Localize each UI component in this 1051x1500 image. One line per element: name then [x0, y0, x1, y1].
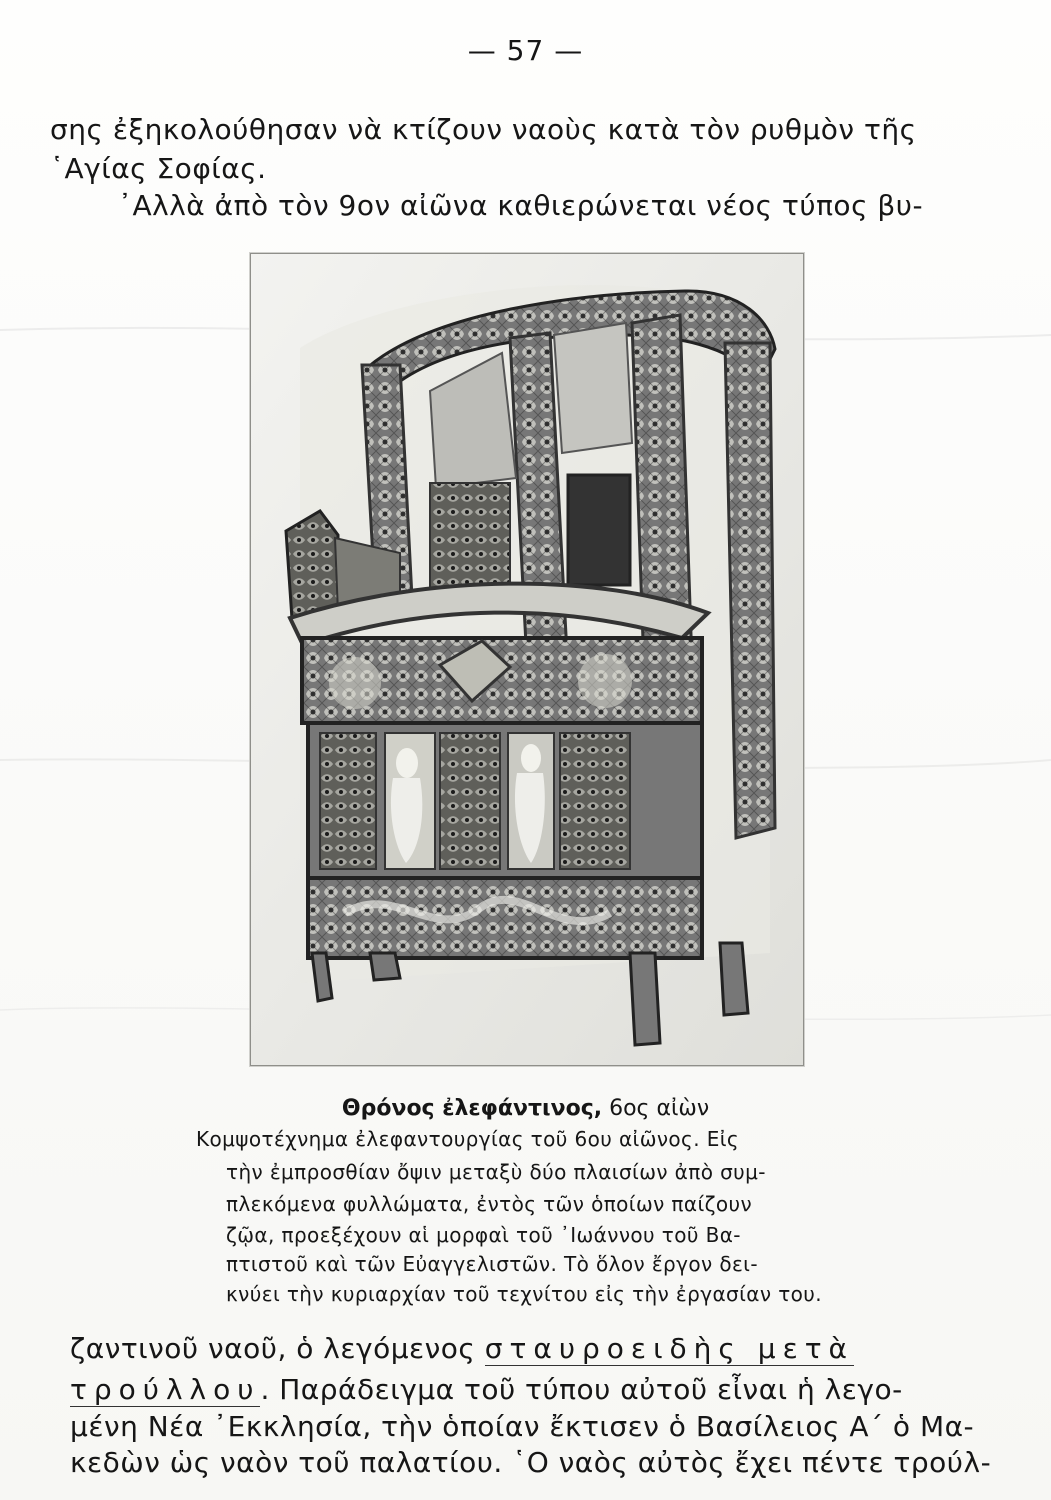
body-text-emphasis-stavroeidis: σταυροειδὴς μετὰ	[484, 1332, 855, 1365]
body-text-line-2: ῾Αγίας Σοφίας.	[50, 152, 267, 185]
body-text-lower-line-1-part-a: ζαντινοῦ ναοῦ, ὁ λεγόμενος	[70, 1332, 485, 1365]
figure-caption-title-rest: 6ος αἰὼν	[602, 1096, 710, 1121]
throne-figure	[250, 253, 804, 1066]
body-text-emphasis-troullou: τρούλλου	[70, 1373, 261, 1406]
body-text-lower-line-1	[70, 1331, 1000, 1367]
body-text-lower-line-4: κεδὼν ὡς ναὸν τοῦ παλατίου. ῾Ο ναὸς αὐτὸς ἔχει πέντε τρούλ-	[70, 1446, 992, 1479]
figure-caption-line-2: τὴν ἐμπροσθίαν ὄψιν μεταξὺ δύο πλαισίων ἀπὸ συμ-	[226, 1160, 766, 1184]
page-number: — 57 —	[467, 34, 584, 67]
figure-caption-line-6: κνύει τὴν κυριαρχίαν τοῦ τεχνίτου εἰς τὴν ἐργασίαν του.	[226, 1282, 823, 1306]
figure-caption-title	[0, 1095, 1051, 1123]
figure-caption-line-4: ζῷα, προεξέχουν αἱ μορφαὶ τοῦ ᾿Ιωάννου τοῦ Βα-	[226, 1223, 741, 1247]
body-text-lower-line-2-part-b: . Παράδειγμα τοῦ τύπου αὐτοῦ εἶναι ἡ λεγο-	[260, 1373, 903, 1406]
body-text-lower-line-3: μένη Νέα ᾿Εκκλησία, τὴν ὁποίαν ἔκτισεν ὁ Βασίλειος Α΄ ὁ Μα-	[70, 1410, 975, 1443]
body-text-lower-line-2	[70, 1372, 1000, 1408]
ivory-throne-photo-icon	[250, 253, 804, 1066]
figure-caption-line-1: Κομψοτέχνημα ἐλεφαντουργίας τοῦ 6ου αἰῶνος. Εἰς	[196, 1127, 740, 1151]
body-text-line-1: σης ἐξηκολούθησαν νὰ κτίζουν ναοὺς κατὰ τὸν ρυθμὸν τῆς	[50, 113, 917, 146]
body-text-line-3: ᾿Αλλὰ ἀπὸ τὸν 9ον αἰῶνα καθιερώνεται νέος τύπος βυ-	[118, 189, 924, 222]
figure-caption-line-5: πτιστοῦ καὶ τῶν Εὐαγγελιστῶν. Τὸ ὅλον ἔργον δει-	[226, 1252, 758, 1276]
figure-caption-line-3: πλεκόμενα φυλλώματα, ἐντὸς τῶν ὁποίων παίζουν	[226, 1192, 753, 1216]
figure-caption-title-bold: Θρόνος ἐλεφάντινος,	[341, 1096, 603, 1121]
